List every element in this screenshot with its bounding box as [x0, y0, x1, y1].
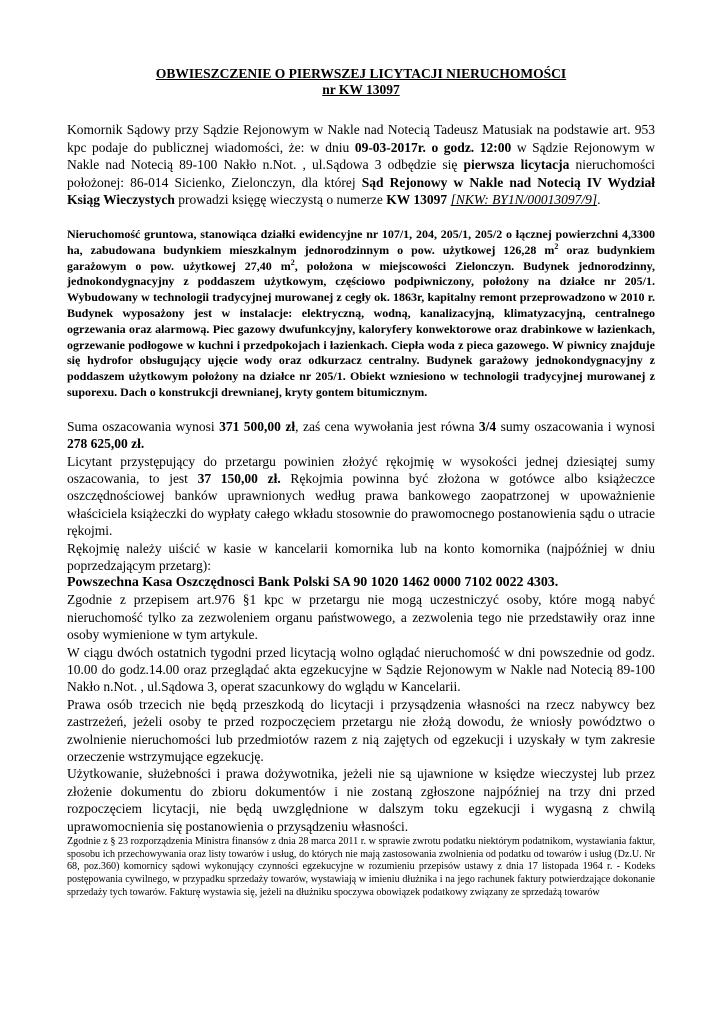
valuation-paragraph [67, 418, 655, 453]
deposit-text-1: Licytant przystępujący do przetargu powinien złożyć rękojmię w wysokości jednej dziesiątej sumy oszacowania, to jest [67, 453, 655, 486]
price-fraction: 3/4 [478, 418, 497, 434]
description-part-2: oraz budynkiem garażowym o pow. użytkowej 27,40 m [67, 242, 655, 273]
third-party-rights-paragraph: Prawa osób trzecich nie będą przeszkodą do licytacji i przysądzenia własności na rzecz nabywcy bez zastrzeżeń, jeżeli osoby te przed rozpoczęciem przetargu nie złożą dowodu, że wniosły powództwo o zwolnienie nieruchomości lub przedmiotów razem z nią zajętych od egzekucji i uzyskały w tym zakresie orzeczenie wstrzymujące egzekucję. [67, 696, 655, 765]
area-unit-sup-1: 2 [554, 241, 559, 251]
servitudes-paragraph: Użytkowanie, służebności i prawa dożywotnika, jeżeli nie są ujawnione w księdze wieczystej lub przez złożenie dokumentu do zbioru dokumentów i nie zostaną zgłoszone najpóźniej na trzy dni przed rozpoczęciem licytacji, nie będą uwzględnione w dalszym toku egzekucji i wygasną z chwilą uprawomocnienia się postanowienia o przysądzeniu własności. [67, 766, 655, 834]
auction-terms [67, 418, 655, 900]
intro-paragraph [67, 121, 655, 209]
valuation-text-2: , zaś cena wywołania jest równa [295, 418, 479, 434]
intro-text-1: Komornik Sądowy przy Sądzie Rejonowym w Nakle nad Notecią Tadeusz Matusiak na podstawie art. 953 kpc podaje do publicznej wiadomości, że: w dniu [67, 122, 655, 155]
property-description [67, 227, 655, 401]
deposit-amount: 37 150,00 zł. [197, 470, 281, 486]
court-name: Sąd Rejonowy w Nakle nad Notecią IV Wydział Ksiąg Wieczystych [67, 174, 655, 208]
area-unit-sup-2: 2 [290, 257, 295, 267]
title-line-kw: nr KW 13097 [322, 82, 400, 97]
notice-title [67, 66, 655, 98]
article-976-paragraph: Zgodnie z przepisem art.976 §1 kpc w przetargu nie mogą uczestniczyć osoby, które mogą nabyć nieruchomość tylko za zezwoleniem organu państwowego, a zezwolenia tego nie przedstawiły oraz inne osoby wymienione w tym artykule. [67, 592, 655, 643]
notice-page [67, 66, 655, 900]
deposit-text-2: Rękojmia powinna być złożona w gotówce albo książeczce oszczędnościowej banków uprawnionych według prawa bankowego zaopatrzonej w upoważnienie właściciela książeczki do wypłaty całego wkładu stosownie do prawomocnego postanowienia sądu o utracie rękojmi. [67, 470, 655, 539]
kw-number: KW 13097 [386, 192, 448, 208]
auction-date: 09-03-2017r. o godz. 12:00 [354, 139, 512, 155]
starting-price: 278 625,00 zł. [67, 436, 145, 452]
intro-text-3: nieruchomości położonej: 86-014 Sicienko, Zielonczyn, dla której [67, 157, 655, 190]
payment-info: Rękojmię należy uiścić w kasie w kancelarii komornika lub na konto komornika (najpóźniej w dniu poprzedzającym przetarg): [67, 540, 655, 573]
description-part-1: Nieruchomość gruntowa, stanowiąca działki ewidencyjne nr 107/1, 204, 205/1, 205/2 o łącznej powierzchni 4,3300 ha, zabudowana budynkiem mieszkalnym jednorodzinnym o pow. użytkowej 126,28 m [67, 226, 655, 257]
valuation-text-3: sumy oszacowania i wynosi [496, 418, 655, 434]
deposit-paragraph [67, 453, 655, 540]
viewing-paragraph: W ciągu dwóch ostatnich tygodni przed licytacją wolno oglądać nieruchomość w dni powszednie od godz. 10.00 do godz.14.00 oraz przeglądać akta egzekucyjne w Sądzie Rejonowym w Nakle nad Notecią 89-100 Nakło n.Not. , ul.Sądowa 3, operat szacunkowy do wglądu w Kancelarii. [67, 644, 655, 695]
valuation-text-1: Suma oszacowania wynosi [67, 418, 220, 434]
valuation-sum: 371 500,00 zł [219, 418, 296, 434]
intro-text-2: w Sądzie Rejonowym w Nakle nad Notecią 89-100 Nakło n.Not. , ul.Sądowa 3 odbędzie się [67, 139, 655, 173]
intro-text-6: . [597, 192, 601, 208]
auction-type: pierwsza licytacja [463, 157, 570, 173]
description-part-3: , położona w miejscowości Zielonczyn. Budynek jednorodzinny, jednokondygnacyjny z poddaszem użytkowym, częściowo podpiwniczony, położony na działce nr 205/1. Wybudowany w technologii tradycyjnej murowanej z cegły ok. 1863r, kapitalny remont przeprowadzono w 2010 r. Budynek wyposażony jest w instalacje: elektryczną, wodną, kanalizacyjną, klimatyzacyjną, centralnego ogrzewania oraz alarmową. Piec gazowy dwufunkcyjny, kaloryfery konwektorowe oraz drabinkowe w łazienkach, ogrzewanie podłogowe w kuchni i przedpokojach i łazienkach. Ciepła woda z pieca gazowego. W piwnicy znajduje się hydrofor obsługujący ujęcie wody oraz odkurzacz centralny. Budynek garażowy jednokondygnacyjny z poddaszem użytkowym położony na działce nr 205/1. Obiekt wzniesiono w technologii tradycyjnej murowanej z suporexu. Dach o konstrukcji drewnianej, kryty gontem bitumicznym. [67, 258, 656, 399]
kw-reference: [NKW: BY1N/00013097/9] [450, 192, 598, 208]
bank-account: Powszechna Kasa Oszczędnosci Bank Polski SA 90 1020 1462 0000 7102 0022 4303. [67, 575, 559, 591]
vat-footnote: Zgodnie z § 23 rozporządzenia Ministra finansów z dnia 28 marca 2011 r. w sprawie zwrotu podatku niektórym podatnikom, wystawiania faktur, sposobu ich przechowywania oraz listy towarów i usług, do których nie mają zastosowania zwolnienia od podatku od towarów i usług (Dz.U. Nr 68, poz.360) komornicy sądowi wykonujący czynności egzekucyjne w rozumieniu przepisów ustawy z dnia 17 listopada 1964 r. - Kodeks postępowania cywilnego, w przypadku sprzedaży towarów, wystawiają w imieniu dłużnika i na jego rachunek faktury potwierdzające dokonanie sprzedaży tych towarów. Fakturę wystawia się, jeżeli na dłużniku spoczywa obowiązek podatkowy związany ze sprzedażą towarów [67, 836, 655, 898]
title-line-1: OBWIESZCZENIE O PIERWSZEJ LICYTACJI NIERUCHOMOŚCI [155, 66, 567, 81]
intro-text-4: prowadzi księgę wieczystą o numerze [174, 192, 387, 208]
